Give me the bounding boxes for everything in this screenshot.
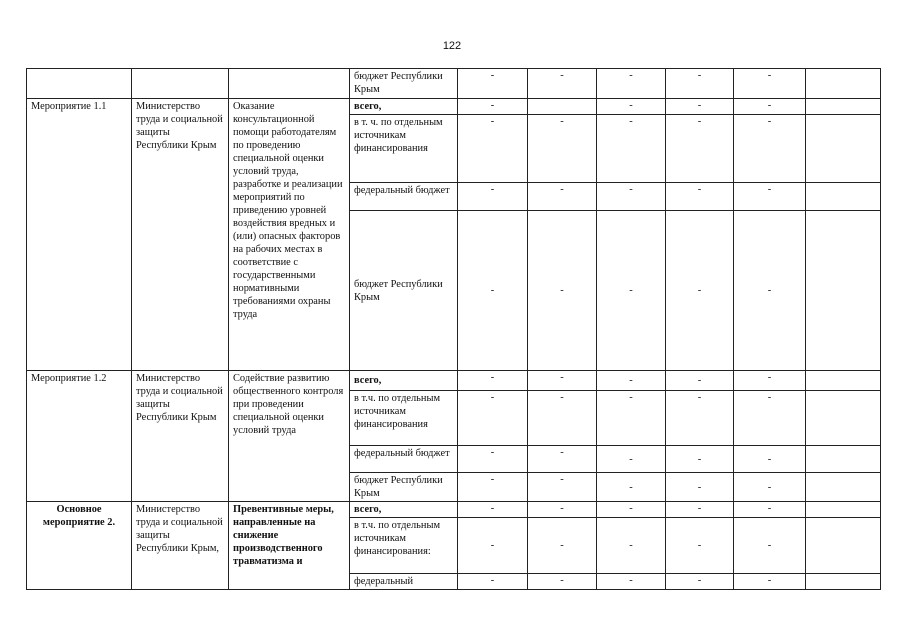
value-cell: - <box>734 473 806 502</box>
value-cell: - <box>458 115 528 183</box>
empty-cell <box>806 446 881 473</box>
source-cell: всего, <box>350 99 458 115</box>
empty-cell <box>806 518 881 574</box>
value-cell: - <box>734 574 806 590</box>
value-cell: - <box>458 518 528 574</box>
value-cell: - <box>597 473 666 502</box>
executor-cell: Министерство труда и социальной защиты Республики Крым <box>132 99 229 371</box>
empty-cell <box>806 371 881 391</box>
value-cell: - <box>528 391 597 446</box>
empty-cell <box>806 183 881 211</box>
value-cell: - <box>458 99 528 115</box>
table-row <box>27 502 881 518</box>
empty-cell <box>806 115 881 183</box>
source-cell: федеральный <box>350 574 458 590</box>
value-cell: - <box>597 99 666 115</box>
value-cell: - <box>734 391 806 446</box>
value-cell: - <box>528 69 597 99</box>
value-cell: - <box>528 502 597 518</box>
value-cell: - <box>458 183 528 211</box>
value-cell: - <box>528 211 597 371</box>
measure-label: Мероприятие 1.1 <box>27 99 132 371</box>
source-cell: всего, <box>350 502 458 518</box>
value-cell: - <box>597 115 666 183</box>
empty-cell <box>132 69 229 99</box>
value-cell: - <box>666 446 734 473</box>
page-number: 122 <box>442 40 462 52</box>
value-cell: - <box>528 446 597 473</box>
source-cell: бюджет Республики Крым <box>350 69 458 99</box>
value-cell: - <box>734 183 806 211</box>
value-cell: - <box>666 183 734 211</box>
value-cell: - <box>597 371 666 391</box>
value-cell: - <box>734 69 806 99</box>
source-cell: бюджет Республики Крым <box>350 211 458 371</box>
value-cell: - <box>666 518 734 574</box>
value-cell: - <box>458 211 528 371</box>
empty-cell <box>806 574 881 590</box>
measure-label: Основное мероприятие 2. <box>27 502 132 590</box>
measure-label: Мероприятие 1.2 <box>27 371 132 502</box>
value-cell: - <box>528 371 597 391</box>
value-cell: - <box>458 391 528 446</box>
value-cell: - <box>458 446 528 473</box>
value-cell: - <box>458 574 528 590</box>
empty-cell <box>806 211 881 371</box>
description-cell: Превентивные меры, направленные на снижение производственного травматизма и <box>229 502 350 590</box>
value-cell: - <box>528 574 597 590</box>
table-row <box>27 69 881 99</box>
value-cell: - <box>666 115 734 183</box>
value-cell: - <box>458 473 528 502</box>
value-cell: - <box>734 211 806 371</box>
value-cell: - <box>528 518 597 574</box>
value-cell: - <box>666 211 734 371</box>
source-cell: в т.ч. по отдельным источникам финансирования: <box>350 518 458 574</box>
source-cell: в т.ч. по отдельным источникам финансирования <box>350 391 458 446</box>
value-cell: - <box>734 99 806 115</box>
value-cell: - <box>597 211 666 371</box>
value-cell: - <box>734 115 806 183</box>
source-cell: в т. ч. по отдельным источникам финансирования <box>350 115 458 183</box>
value-cell: - <box>458 502 528 518</box>
empty-cell <box>806 502 881 518</box>
value-cell: - <box>666 473 734 502</box>
value-cell: - <box>597 391 666 446</box>
value-cell: - <box>666 69 734 99</box>
source-cell: федеральный бюджет <box>350 183 458 211</box>
source-cell: федеральный бюджет <box>350 446 458 473</box>
funding-table <box>26 68 881 590</box>
value-cell: - <box>597 446 666 473</box>
value-cell: - <box>528 115 597 183</box>
value-cell: - <box>666 371 734 391</box>
value-cell: - <box>528 183 597 211</box>
value-cell: - <box>666 574 734 590</box>
table-row <box>27 371 881 391</box>
value-cell: - <box>597 574 666 590</box>
empty-cell <box>27 69 132 99</box>
value-cell: - <box>597 502 666 518</box>
value-cell: - <box>458 371 528 391</box>
value-cell: - <box>597 183 666 211</box>
value-cell <box>528 99 597 115</box>
value-cell: - <box>734 371 806 391</box>
source-cell: всего, <box>350 371 458 391</box>
empty-cell <box>806 99 881 115</box>
value-cell: - <box>734 502 806 518</box>
value-cell: - <box>666 99 734 115</box>
value-cell: - <box>734 518 806 574</box>
empty-cell <box>806 473 881 502</box>
executor-cell: Министерство труда и социальной защиты Республики Крым, <box>132 502 229 590</box>
executor-cell: Министерство труда и социальной защиты Республики Крым <box>132 371 229 502</box>
value-cell: - <box>458 69 528 99</box>
value-cell: - <box>597 518 666 574</box>
value-cell: - <box>666 502 734 518</box>
source-cell: бюджет Республики Крым <box>350 473 458 502</box>
empty-cell <box>229 69 350 99</box>
empty-cell <box>806 391 881 446</box>
empty-cell <box>806 69 881 99</box>
description-cell: Оказание консультационной помощи работодателям по проведению специальной оценки условий труда, разработке и реализации мероприятий по приведению уровней воздействия вредных и (или) опасных факторов на рабочих местах в соответствие с государственными нормативными требованиями охраны труда <box>229 99 350 371</box>
description-cell: Содействие развитию общественного контроля при проведении специальной оценки условий труда <box>229 371 350 502</box>
table-row <box>27 99 881 115</box>
value-cell: - <box>734 446 806 473</box>
value-cell: - <box>666 391 734 446</box>
value-cell: - <box>528 473 597 502</box>
value-cell: - <box>597 69 666 99</box>
